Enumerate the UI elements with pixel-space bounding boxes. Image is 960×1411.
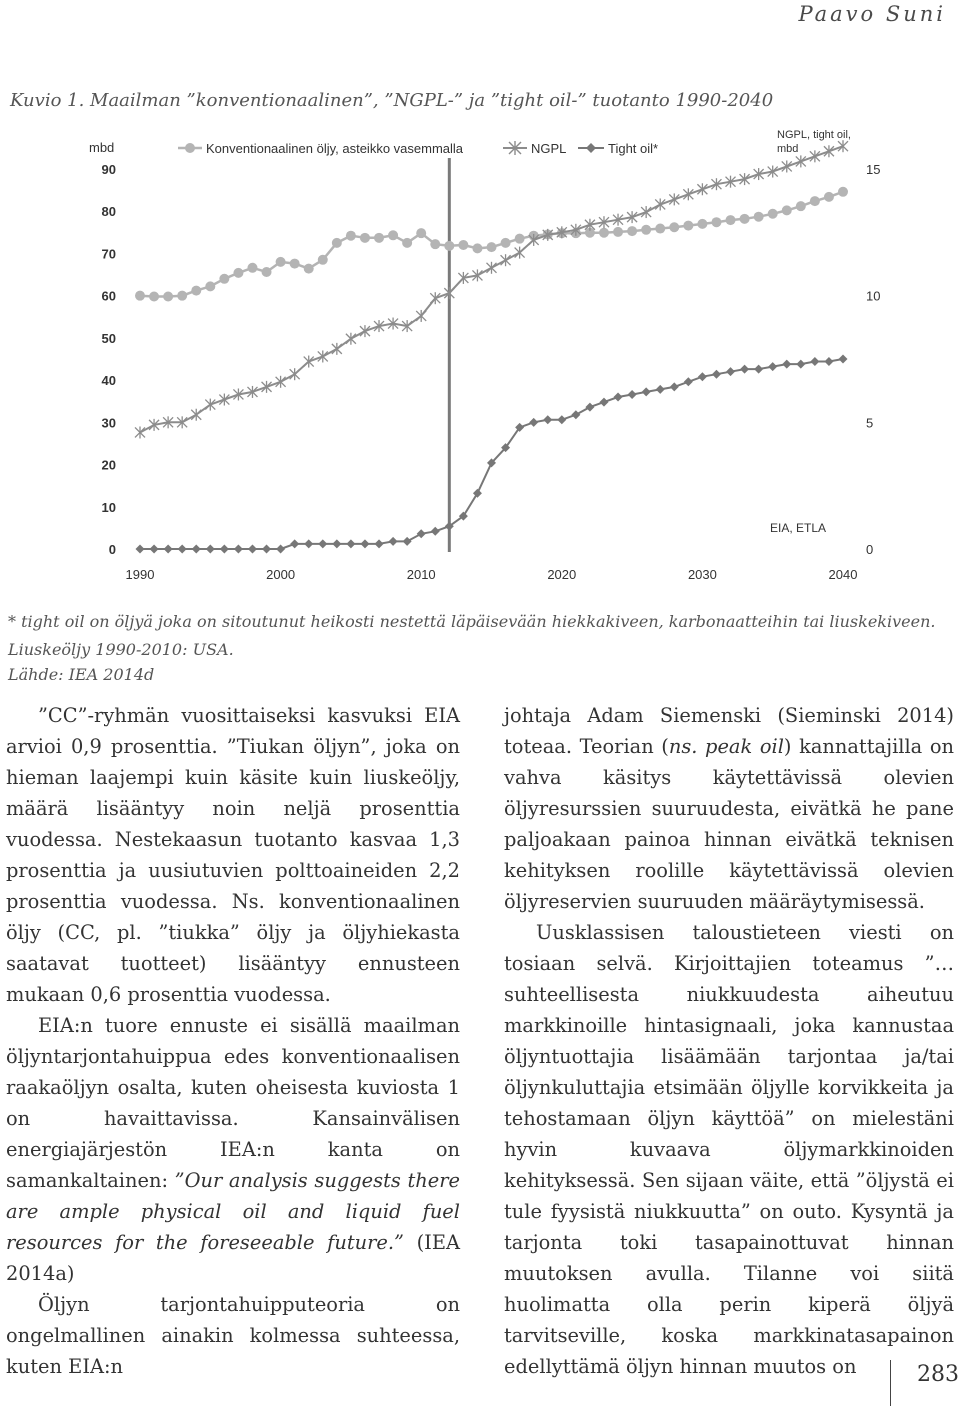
data-point: [824, 357, 833, 366]
data-point: [220, 545, 229, 554]
data-point: [150, 545, 159, 554]
paragraph: ”CC”-ryhmän vuosittaiseksi kasvuksi EIA arvioi 0,9 prosenttia. ”Tiukan öljyn”, joka on hieman laajempi kuin käsite kuin liuskeöljy, määrä lisääntyy noin neljä prosenttia vuodessa. Nestekaasun tuotanto kasvaa 1,3 prosenttia ja uusiutuvien polttoaineiden 2,2 prosenttia vuodessa. Ns. konventionaalinen öljy (CC, pl. ”tiukka” öljy ja öljyhiekasta saatavat tuotteet) lisääntyy ennusteen mukaan 0,6 prosenttia vuodessa.: [6, 704, 460, 1006]
y-left-tick-label: 50: [101, 330, 116, 346]
data-point: [332, 238, 342, 248]
data-point: [375, 539, 384, 548]
data-point: [346, 333, 356, 345]
data-point: [655, 198, 665, 210]
data-point: [684, 377, 693, 386]
data-point: [177, 291, 187, 301]
data-point: [135, 291, 145, 301]
legend-conventional-marker: [185, 143, 195, 153]
x-tick-label: 2030: [687, 567, 717, 582]
data-point: [529, 234, 539, 246]
data-point: [473, 489, 482, 498]
data-point: [318, 350, 328, 362]
x-tick-label: 1990: [125, 567, 155, 582]
data-point: [163, 292, 173, 302]
data-point: [782, 360, 791, 369]
text-run: johtaja Adam Siemenski (Sieminski 2014) toteaa. Teorian (: [504, 704, 954, 758]
data-point: [136, 545, 145, 554]
data-point: [711, 217, 721, 227]
data-point: [304, 264, 314, 274]
paragraph: [504, 700, 954, 917]
data-point: [346, 539, 355, 548]
data-point: [360, 233, 370, 243]
data-point: [332, 539, 341, 548]
y-right-tick-label: 10: [866, 288, 881, 304]
figure-caption: Kuvio 1. Maailman ”konventionaalinen”, ”NGPL-” ja ”tight oil-” tuotanto 1990-2040: [10, 90, 774, 111]
data-point: [417, 529, 426, 538]
data-point: [515, 247, 525, 259]
data-point: [628, 390, 637, 399]
data-point: [683, 188, 693, 200]
data-point: [796, 201, 806, 211]
data-point: [642, 387, 651, 396]
data-point: [627, 226, 637, 236]
data-point: [374, 233, 384, 243]
data-point: [304, 539, 313, 548]
data-point: [740, 214, 750, 224]
data-point: [839, 355, 848, 364]
data-point: [149, 292, 159, 302]
data-point: [697, 183, 707, 195]
data-point: [768, 362, 777, 371]
y-left-tick-label: 30: [101, 415, 116, 431]
data-point: [402, 238, 412, 248]
data-point: [810, 150, 820, 162]
legend-ngpl-label: NGPL: [531, 141, 567, 156]
y-left-tick-label: 40: [101, 373, 116, 389]
data-point: [614, 393, 623, 402]
data-point: [290, 259, 300, 269]
figure-source: Lähde: IEA 2014d: [8, 665, 155, 684]
data-point: [458, 240, 468, 250]
data-point: [192, 545, 201, 554]
left-text-column: [6, 700, 460, 1382]
x-tick-label: 2020: [547, 567, 577, 582]
data-point: [416, 228, 426, 238]
data-point: [205, 281, 215, 291]
data-point: [571, 410, 580, 419]
data-point: [656, 385, 665, 394]
figure-footnote: * tight oil on öljyä joka on sitoutunut heikosti nestettä läpäisevään hiekkakiveen, karbonaatteihin tai liuskekiveen.: [8, 612, 936, 631]
legend-conventional-label: Konventionaalinen öljy, asteikko vasemmalla: [206, 141, 464, 156]
data-point: [529, 418, 538, 427]
data-point: [206, 545, 215, 554]
data-point: [233, 268, 243, 278]
data-point: [191, 409, 201, 421]
data-point: [430, 292, 440, 304]
data-point: [262, 545, 271, 554]
data-point: [248, 545, 257, 554]
data-point: [360, 539, 369, 548]
x-tick-label: 2040: [828, 567, 858, 582]
y-left-tick-label: 80: [101, 204, 116, 220]
data-point: [599, 398, 608, 407]
data-point: [318, 539, 327, 548]
right-axis-unit-label-line1: NGPL, tight oil,: [777, 129, 851, 141]
page-number: 283: [917, 1362, 959, 1387]
y-right-tick-label: 5: [866, 415, 874, 431]
data-point: [403, 537, 412, 546]
production-line-chart: [0, 120, 960, 585]
data-point: [543, 415, 552, 424]
data-point: [669, 193, 679, 205]
page-number-rule: [890, 1360, 891, 1406]
data-point: [810, 357, 819, 366]
series-line-1: [140, 146, 843, 432]
series-line-2: [140, 359, 843, 549]
data-point: [444, 241, 454, 251]
data-point: [178, 545, 187, 554]
data-point: [431, 527, 440, 536]
data-point: [191, 286, 201, 296]
text-run: EIA:n tuore ennuste ei sisällä maailman öljyntarjontahuippua edes konventionaalisen raakaöljyn osalta, kuten oheisesta kuviosta 1 on havaittavissa. Kansainvälisen energiajärjestön IEA:n kanta on samankaltainen:: [6, 1014, 460, 1192]
data-point: [332, 343, 342, 355]
figure-note-shale: Liuskeöljy 1990-2010: USA.: [8, 640, 234, 659]
data-point: [262, 267, 272, 277]
data-point: [557, 415, 566, 424]
data-point: [670, 382, 679, 391]
data-point: [501, 238, 511, 248]
data-point: [430, 239, 440, 249]
data-point: [655, 224, 665, 234]
y-left-tick-label: 10: [101, 499, 116, 515]
data-point: [501, 254, 511, 266]
chart-source-label: EIA, ETLA: [770, 521, 827, 535]
legend-tight-oil-marker: [586, 143, 596, 153]
data-point: [515, 234, 525, 244]
data-point: [697, 219, 707, 229]
y-left-tick-label: 90: [101, 162, 116, 177]
data-point: [346, 231, 356, 241]
data-point: [810, 196, 820, 206]
data-point: [389, 537, 398, 546]
data-point: [318, 255, 328, 265]
paragraph: [6, 1010, 460, 1289]
quotation: ”Our analysis suggests there are ample physical oil and liquid fuel resources for the foreseeable future.”: [6, 1169, 460, 1254]
x-tick-label: 2010: [406, 567, 436, 582]
data-point: [290, 539, 299, 548]
data-point: [613, 227, 623, 237]
y-left-tick-label: 70: [101, 246, 116, 262]
running-header-author: Paavo Suni: [798, 2, 946, 26]
data-point: [782, 160, 792, 172]
data-point: [416, 310, 426, 322]
data-point: [444, 287, 454, 299]
data-point: [135, 426, 145, 438]
data-point: [754, 365, 763, 374]
data-point: [641, 206, 651, 218]
data-point: [360, 325, 370, 337]
y-left-tick-label: 0: [108, 542, 116, 557]
emphasis: ns. peak oil: [668, 735, 784, 758]
data-point: [262, 381, 272, 393]
text-run: ) kannattajilla on vahva käsitys käytettävissä olevien öljyresurssien suuruudesta, eivätkä he pane paljoakaan painoa hinnan eivätkä teknisen kehityksen roolille käytettävissä olevien öljyreservien suuruuden määräytymisessä.: [504, 735, 954, 913]
left-axis-unit-label: mbd: [89, 140, 115, 155]
data-point: [838, 140, 848, 152]
data-point: [669, 222, 679, 232]
data-point: [768, 209, 778, 219]
y-right-tick-label: 15: [866, 162, 881, 177]
data-point: [304, 356, 314, 368]
data-point: [234, 545, 243, 554]
data-point: [824, 192, 834, 202]
data-point: [487, 242, 497, 252]
data-point: [782, 205, 792, 215]
legend-tight-oil-label: Tight oil*: [608, 141, 659, 156]
data-point: [487, 262, 497, 274]
citation: (IEA 2014a): [6, 1231, 461, 1285]
data-point: [796, 155, 806, 167]
data-point: [276, 376, 286, 388]
data-point: [219, 394, 229, 406]
paragraph: Uusklassisen taloustieteen viesti on tosiaan selvä. Kirjoittajien toteamus ”… suhteellisesta niukkuudesta aiheutuu markkinoille hintasignaali, joka kannustaa öljyntuottajia lisäämään tarjontaa ja/tai öljynkuluttajia etsimään öljylle korvikkeita ja tehostamaan öljyn käyttöä” on mielestäni hyvin kuvaava öljymarkkinoiden kehityksessä. Sen sijaan väite, että ”öljystä ei tule fyysistä niukkuutta” on outo. Kysyntä ja tarjonta toki tasapainottuvat hinnan muutoksen avulla. Tilanne voi siitä huolimatta olla perin kiperä öljyä tarvitseville, koska markkinatasapainon edellyttämä öljyn hinnan muutos on: [504, 921, 954, 1378]
data-point: [585, 403, 594, 412]
data-point: [754, 212, 764, 222]
x-tick-label: 2000: [266, 567, 296, 582]
data-point: [219, 274, 229, 284]
data-point: [824, 145, 834, 157]
data-point: [641, 225, 651, 235]
y-right-tick-label: 0: [866, 542, 874, 557]
paragraph: Öljyn tarjontahuipputeoria on ongelmallinen ainakin kolmessa suhteessa, kuten EIA:n: [6, 1293, 460, 1378]
data-point: [838, 187, 848, 197]
right-text-column: [504, 700, 954, 1382]
y-left-tick-label: 60: [101, 288, 116, 304]
data-point: [472, 243, 482, 253]
data-point: [796, 360, 805, 369]
data-point: [276, 257, 286, 267]
data-point: [698, 372, 707, 381]
data-point: [205, 399, 215, 411]
data-point: [276, 545, 285, 554]
data-point: [683, 221, 693, 231]
data-point: [726, 367, 735, 376]
data-point: [164, 545, 173, 554]
data-point: [247, 263, 257, 273]
data-point: [290, 368, 300, 380]
data-point: [388, 230, 398, 240]
data-point: [726, 215, 736, 225]
data-point: [740, 365, 749, 374]
quotation-text: Our analysis suggests there are ample physical oil and liquid fuel resources for the foreseeable future.”: [6, 1169, 460, 1254]
y-left-tick-label: 20: [101, 457, 116, 473]
data-point: [599, 228, 609, 238]
right-axis-unit-label-line2: mbd: [777, 143, 799, 155]
data-point: [712, 370, 721, 379]
